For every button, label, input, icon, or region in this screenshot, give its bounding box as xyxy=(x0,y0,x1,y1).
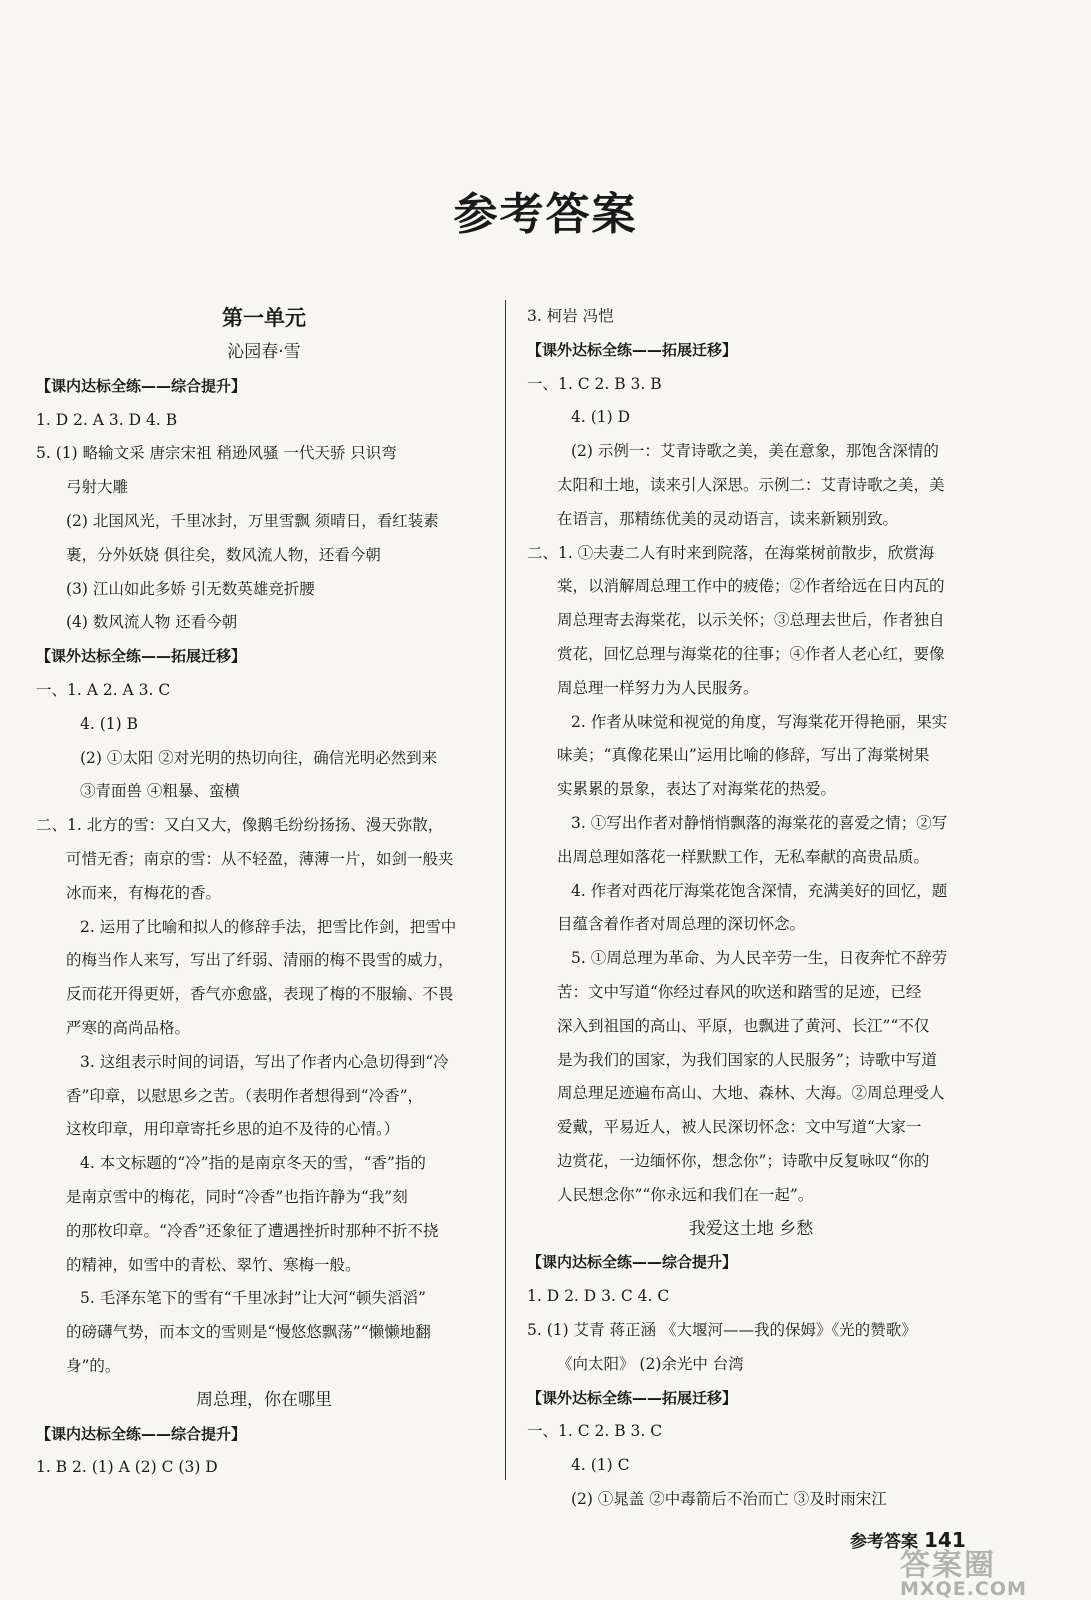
answer-line: (4) 数风流人物 还看今朝 xyxy=(66,613,238,632)
answer-line: 目蕴含着作者对周总理的深切怀念。 xyxy=(557,915,806,934)
answer-line: 这枚印章，用印章寄托乡思的迫不及待的心情。） xyxy=(66,1120,400,1139)
section-heading: 【课外达标全练——拓展迁移】 xyxy=(527,1388,738,1407)
answer-line: (2) 北国风光，千里冰封，万里雪飘 须晴日，看红装素 xyxy=(66,511,439,530)
answer-line: 4. (1) B xyxy=(80,714,138,733)
answer-line: (2) 示例一：艾青诗歌之美，美在意象，那饱含深情的 xyxy=(571,442,939,461)
answer-line: 实累累的景象，表达了对海棠花的热爱。 xyxy=(557,780,837,799)
section-heading: 【课外达标全练——拓展迁移】 xyxy=(527,340,738,359)
answer-line: 的那枚印章。“冷香”还象征了遭遇挫折时那种不折不挠 xyxy=(66,1221,439,1240)
answer-line: 2. 作者从味觉和视觉的角度，写海棠花开得艳丽，果实 xyxy=(571,712,948,731)
answer-line: ③青面兽 ④粗暴、蛮横 xyxy=(80,782,240,801)
answer-line: 深入到祖国的高山、平原，也飘进了黄河、长江”“不仅 xyxy=(557,1016,930,1035)
left-column xyxy=(36,300,492,1485)
answer-line: 爱戴，平易近人，被人民深切怀念：文中写道“大家一 xyxy=(557,1118,922,1137)
answer-line: 弓射大雕 xyxy=(66,478,129,497)
answer-line: 可惜无香；南京的雪：从不轻盈，薄薄一片，如剑一般夹 xyxy=(66,849,454,868)
watermark-text: 答案圈 xyxy=(900,1548,996,1583)
answer-line: 裹，分外妖娆 俱往矣，数风流人物，还看今朝 xyxy=(66,545,381,564)
answer-line: 3. 柯岩 冯恺 xyxy=(527,307,614,325)
answer-lines xyxy=(527,300,975,1213)
section-heading: 【课内达标全练——综合提升】 xyxy=(36,376,247,395)
answer-line: 在语言，那精练优美的灵动语言，读来新颖别致。 xyxy=(557,509,899,528)
section-heading: 【课内达标全练——综合提升】 xyxy=(36,1424,247,1443)
answer-line: 2. 运用了比喻和拟人的修辞手法，把雪比作剑，把雪中 xyxy=(80,917,457,936)
answer-line: 4. 本文标题的“冷”指的是南京冬天的雪，“香”指的 xyxy=(80,1154,426,1173)
answer-line: 一、1. A 2. A 3. C xyxy=(36,680,171,699)
lesson-title: 周总理，你在哪里 xyxy=(196,1389,332,1410)
answer-line: 周总理一样努力为人民服务。 xyxy=(557,678,759,697)
answer-line: 的梅当作人来写，写出了纤弱、清丽的梅不畏雪的威力， xyxy=(66,951,454,970)
answer-line: 苦：文中写道“你经过春风的吹送和踏雪的足迹，已经 xyxy=(557,982,922,1001)
answer-lines xyxy=(36,1418,492,1486)
answer-line: 严寒的高尚品格。 xyxy=(66,1018,191,1037)
answer-line: 边赏花，一边缅怀你，想念你”；诗歌中反复咏叹“你的 xyxy=(557,1151,930,1170)
answer-line: 5. (1) 略输文采 唐宗宋祖 稍逊风骚 一代天骄 只识弯 xyxy=(36,444,397,463)
answer-line: 二、1. ①夫妻二人有时来到院落，在海棠树前散步，欣赏海 xyxy=(527,543,935,562)
answer-line: 3. ①写出作者对静悄悄飘落的海棠花的喜爱之情；②写 xyxy=(571,813,948,832)
answer-line: 是为我们的国家，为我们国家的人民服务”；诗歌中写道 xyxy=(557,1050,937,1069)
footer-label: 参考答案 xyxy=(850,1532,918,1552)
answer-line: 棠，以消解周总理工作中的疲倦；②作者给远在日内瓦的 xyxy=(557,577,945,596)
lesson-title: 沁园春·雪 xyxy=(227,342,301,362)
answer-line: 5. (1) 艾青 蒋正涵 《大堰河——我的保姆》《光的赞歌》 xyxy=(527,1320,917,1339)
answer-line: 的磅礴气势，而本文的雪则是“慢悠悠飘荡”“懒懒地翻 xyxy=(66,1323,431,1342)
answer-line: 周总理足迹遍布高山、大地、森林、大海。②周总理受人 xyxy=(557,1084,945,1103)
section-heading: 【课外达标全练——拓展迁移】 xyxy=(36,647,247,666)
answer-line: 太阳和土地，读来引人深思。示例二：艾青诗歌之美，美 xyxy=(557,475,945,494)
answer-line: 4. (1) D xyxy=(571,408,631,427)
answer-line: 周总理寄去海棠花，以示关怀；③总理去世后，作者独自 xyxy=(557,611,945,630)
answer-line: 4. (1) C xyxy=(571,1456,630,1475)
answer-line: 1. D 2. A 3. D 4. B xyxy=(36,410,178,429)
answer-line: 出周总理如落花一样默默工作，无私奉献的高贵品质。 xyxy=(557,847,930,866)
answer-lines xyxy=(527,1246,975,1516)
answer-line: 1. D 2. D 3. C 4. C xyxy=(527,1287,670,1306)
watermark-url: MXQE.COM xyxy=(900,1578,1027,1600)
page-number: 141 xyxy=(924,1528,966,1552)
lesson-title: 我爱这土地 乡愁 xyxy=(688,1218,814,1239)
answer-line: 二、1. 北方的雪：又白又大，像鹅毛纷纷扬扬、漫天弥散， xyxy=(36,816,444,835)
column-divider xyxy=(505,300,506,1480)
answer-line: (2) ①太阳 ②对光明的热切向往，确信光明必然到来 xyxy=(80,748,438,767)
watermark-logo xyxy=(900,1540,1070,1600)
answer-line: 是南京雪中的梅花，同时“冷香”也指许静为“我”刻 xyxy=(66,1187,408,1206)
answer-line: 1. B 2. (1) A (2) C (3) D xyxy=(36,1458,218,1477)
answer-line: 一、1. C 2. B 3. B xyxy=(527,374,662,393)
answer-line: (3) 江山如此多娇 引无数英雄竞折腰 xyxy=(66,579,315,598)
section-heading: 【课内达标全练——综合提升】 xyxy=(527,1253,738,1272)
unit-heading: 第一单元 xyxy=(222,306,306,330)
page-title: 参考答案 xyxy=(453,189,638,240)
answer-line: 《向太阳》 (2)余光中 台湾 xyxy=(557,1354,744,1373)
answer-lines xyxy=(36,370,492,1384)
answer-line: 香”印章，以慰思乡之苦。（表明作者想得到“冷香”， xyxy=(66,1086,424,1105)
answer-line: 一、1. C 2. B 3. C xyxy=(527,1422,663,1441)
answer-line: 的精神，如雪中的青松、翠竹、寒梅一般。 xyxy=(66,1255,361,1274)
answer-line: 5. 毛泽东笔下的雪有“千里冰封”让大河“顿失滔滔” xyxy=(80,1289,426,1308)
answer-line: 反而花开得更妍，香气亦愈盛，表现了梅的不服输、不畏 xyxy=(66,985,454,1004)
answer-line: 赏花，回忆总理与海棠花的往事；④作者人老心红，要像 xyxy=(557,644,945,663)
right-column xyxy=(527,300,975,1517)
answer-line: (2) ①晁盖 ②中毒箭后不治而亡 ③及时雨宋江 xyxy=(571,1489,887,1508)
answer-line: 4. 作者对西花厅海棠花饱含深情，充满美好的回忆，题 xyxy=(571,881,948,900)
answer-line: 冰而来，有梅花的香。 xyxy=(66,883,222,902)
answer-line: 3. 这组表示时间的词语，写出了作者内心急切得到“冷 xyxy=(80,1052,449,1071)
answer-line: 身”的。 xyxy=(66,1356,121,1375)
answer-line: 人民想念你”“你永远和我们在一起”。 xyxy=(557,1185,814,1204)
answer-line: 5. ①周总理为革命、为人民辛劳一生，日夜奔忙不辞劳 xyxy=(571,949,948,968)
answer-line: 味美；“真像花果山”运用比喻的修辞，写出了海棠树果 xyxy=(557,746,930,765)
